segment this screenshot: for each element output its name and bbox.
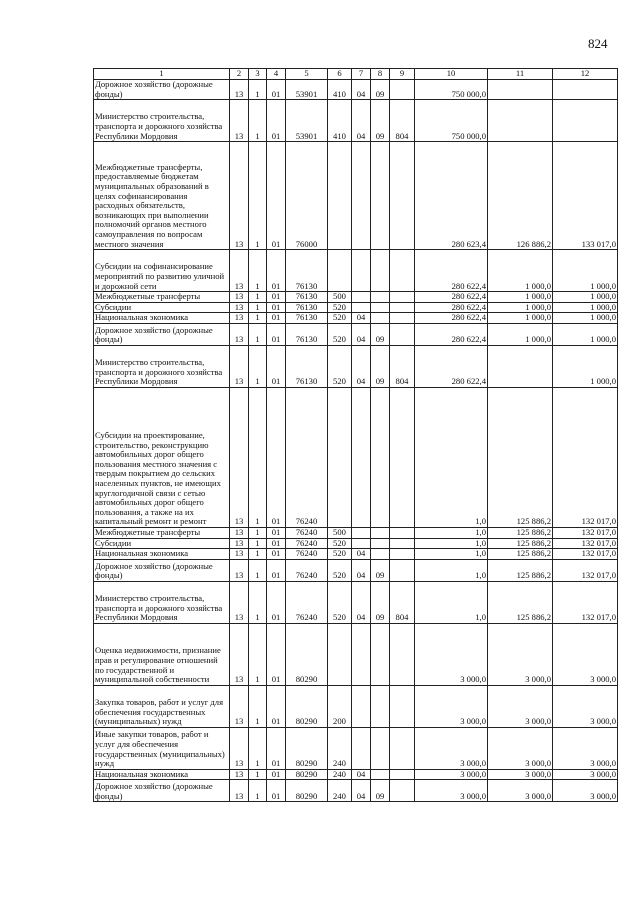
row-name-cell: Субсидии [94, 302, 230, 313]
row-name-cell: Министерство строительства, транспорта и дорожного хозяйства Республики Мордовия [94, 345, 230, 387]
col-2-cell: 13 [230, 250, 249, 292]
col-2-cell: 13 [230, 387, 249, 527]
table-row [94, 685, 618, 727]
table-row [94, 250, 618, 292]
col-6-cell: 520 [328, 302, 352, 313]
col-2-cell: 13 [230, 549, 249, 560]
col-8-cell: 09 [371, 581, 390, 623]
col-4-cell: 01 [267, 581, 286, 623]
col-6-cell: 240 [328, 727, 352, 769]
col-4-cell: 01 [267, 727, 286, 769]
col-2-cell: 13 [230, 538, 249, 549]
col-5-cell: 80290 [286, 780, 328, 802]
col-11-cell: 1 000,0 [488, 250, 553, 292]
col-9-cell [390, 538, 415, 549]
col-2-cell: 13 [230, 100, 249, 142]
col-12-cell: 3 000,0 [553, 685, 618, 727]
col-12-cell [553, 100, 618, 142]
col-10-cell: 3 000,0 [415, 780, 488, 802]
col-12-cell: 1 000,0 [553, 345, 618, 387]
row-name-cell: Субсидии [94, 538, 230, 549]
col-7-cell [352, 302, 371, 313]
col-8-cell: 09 [371, 80, 390, 100]
col-5-cell: 76130 [286, 313, 328, 324]
col-11-cell: 125 886,2 [488, 538, 553, 549]
column-header: 10 [415, 69, 488, 80]
col-8-cell [371, 769, 390, 780]
col-11-cell: 3 000,0 [488, 780, 553, 802]
table-row [94, 527, 618, 538]
col-4-cell: 01 [267, 527, 286, 538]
col-9-cell [390, 685, 415, 727]
col-11-cell: 125 886,2 [488, 549, 553, 560]
col-7-cell: 04 [352, 323, 371, 345]
col-6-cell [328, 142, 352, 250]
col-11-cell: 3 000,0 [488, 685, 553, 727]
col-4-cell: 01 [267, 685, 286, 727]
col-5-cell: 76130 [286, 250, 328, 292]
col-9-cell: 804 [390, 581, 415, 623]
col-7-cell [352, 250, 371, 292]
col-11-cell: 125 886,2 [488, 581, 553, 623]
col-11-cell: 1 000,0 [488, 323, 553, 345]
col-5-cell: 80290 [286, 769, 328, 780]
col-5-cell: 80290 [286, 685, 328, 727]
col-2-cell: 13 [230, 780, 249, 802]
col-11-cell: 125 886,2 [488, 559, 553, 581]
col-2-cell: 13 [230, 581, 249, 623]
col-5-cell: 76130 [286, 323, 328, 345]
col-11-cell: 3 000,0 [488, 769, 553, 780]
col-5-cell: 76240 [286, 527, 328, 538]
col-7-cell [352, 685, 371, 727]
row-name-cell: Закупка товаров, работ и услуг для обеспечения государственных (муниципальных) нужд [94, 685, 230, 727]
table-row [94, 313, 618, 324]
table-row [94, 292, 618, 303]
table-header-row [94, 69, 618, 80]
col-12-cell: 1 000,0 [553, 302, 618, 313]
col-5-cell: 76240 [286, 538, 328, 549]
col-8-cell [371, 527, 390, 538]
col-9-cell [390, 292, 415, 303]
col-4-cell: 01 [267, 559, 286, 581]
col-2-cell: 13 [230, 559, 249, 581]
col-5-cell: 80290 [286, 623, 328, 685]
col-12-cell: 132 017,0 [553, 559, 618, 581]
col-4-cell: 01 [267, 387, 286, 527]
col-12-cell: 1 000,0 [553, 292, 618, 303]
col-8-cell [371, 727, 390, 769]
col-8-cell: 09 [371, 100, 390, 142]
column-header: 12 [553, 69, 618, 80]
col-4-cell: 01 [267, 769, 286, 780]
col-3-cell: 1 [249, 559, 267, 581]
col-7-cell: 04 [352, 313, 371, 324]
col-7-cell [352, 727, 371, 769]
col-12-cell: 3 000,0 [553, 727, 618, 769]
col-11-cell [488, 80, 553, 100]
col-2-cell: 13 [230, 80, 249, 100]
col-6-cell: 520 [328, 549, 352, 560]
col-12-cell: 132 017,0 [553, 387, 618, 527]
col-9-cell [390, 549, 415, 560]
col-7-cell: 04 [352, 80, 371, 100]
col-9-cell [390, 559, 415, 581]
col-5-cell: 80290 [286, 727, 328, 769]
col-10-cell: 280 622,4 [415, 250, 488, 292]
col-7-cell: 04 [352, 559, 371, 581]
col-2-cell: 13 [230, 345, 249, 387]
col-6-cell: 240 [328, 780, 352, 802]
table-row [94, 345, 618, 387]
col-2-cell: 13 [230, 727, 249, 769]
table-row [94, 769, 618, 780]
column-header: 1 [94, 69, 230, 80]
row-name-cell: Национальная экономика [94, 313, 230, 324]
col-6-cell: 410 [328, 100, 352, 142]
col-12-cell: 132 017,0 [553, 538, 618, 549]
col-10-cell: 1,0 [415, 581, 488, 623]
col-6-cell [328, 387, 352, 527]
row-name-cell: Национальная экономика [94, 769, 230, 780]
col-3-cell: 1 [249, 727, 267, 769]
col-9-cell [390, 302, 415, 313]
col-11-cell [488, 100, 553, 142]
column-header: 3 [249, 69, 267, 80]
col-6-cell: 520 [328, 313, 352, 324]
col-4-cell: 01 [267, 345, 286, 387]
col-6-cell [328, 250, 352, 292]
col-12-cell: 132 017,0 [553, 581, 618, 623]
table-row [94, 780, 618, 802]
column-header: 9 [390, 69, 415, 80]
col-5-cell: 76240 [286, 549, 328, 560]
col-9-cell [390, 250, 415, 292]
col-8-cell [371, 387, 390, 527]
col-5-cell: 76240 [286, 387, 328, 527]
col-9-cell: 804 [390, 100, 415, 142]
col-11-cell: 125 886,2 [488, 387, 553, 527]
table-row [94, 142, 618, 250]
col-3-cell: 1 [249, 345, 267, 387]
budget-table [93, 68, 618, 802]
col-9-cell: 804 [390, 345, 415, 387]
row-name-cell: Министерство строительства, транспорта и дорожного хозяйства Республики Мордовия [94, 100, 230, 142]
row-name-cell: Межбюджетные трансферты [94, 527, 230, 538]
col-5-cell: 76240 [286, 581, 328, 623]
table-row [94, 302, 618, 313]
col-4-cell: 01 [267, 313, 286, 324]
col-3-cell: 1 [249, 769, 267, 780]
col-7-cell: 04 [352, 345, 371, 387]
page-number: 824 [588, 36, 608, 51]
col-3-cell: 1 [249, 538, 267, 549]
col-5-cell: 76130 [286, 302, 328, 313]
col-12-cell: 3 000,0 [553, 769, 618, 780]
col-7-cell: 04 [352, 780, 371, 802]
col-6-cell: 520 [328, 345, 352, 387]
col-4-cell: 01 [267, 323, 286, 345]
col-7-cell: 04 [352, 100, 371, 142]
col-5-cell: 76240 [286, 559, 328, 581]
col-8-cell [371, 302, 390, 313]
table-row [94, 559, 618, 581]
col-12-cell: 1 000,0 [553, 323, 618, 345]
col-10-cell: 1,0 [415, 559, 488, 581]
col-9-cell [390, 323, 415, 345]
col-6-cell: 200 [328, 685, 352, 727]
col-8-cell [371, 685, 390, 727]
col-11-cell: 1 000,0 [488, 292, 553, 303]
col-2-cell: 13 [230, 292, 249, 303]
col-7-cell [352, 538, 371, 549]
col-3-cell: 1 [249, 313, 267, 324]
col-4-cell: 01 [267, 250, 286, 292]
table-row [94, 549, 618, 560]
col-2-cell: 13 [230, 769, 249, 780]
col-10-cell: 280 622,4 [415, 313, 488, 324]
col-3-cell: 1 [249, 780, 267, 802]
table-row [94, 727, 618, 769]
col-4-cell: 01 [267, 549, 286, 560]
col-4-cell: 01 [267, 780, 286, 802]
col-6-cell: 520 [328, 581, 352, 623]
col-9-cell [390, 142, 415, 250]
col-9-cell [390, 780, 415, 802]
col-12-cell: 1 000,0 [553, 313, 618, 324]
col-8-cell [371, 623, 390, 685]
col-6-cell: 520 [328, 323, 352, 345]
col-10-cell: 280 622,4 [415, 323, 488, 345]
col-3-cell: 1 [249, 292, 267, 303]
column-header: 7 [352, 69, 371, 80]
col-11-cell: 1 000,0 [488, 313, 553, 324]
column-header: 4 [267, 69, 286, 80]
row-name-cell: Иные закупки товаров, работ и услуг для обеспечения государственных (муниципальных) нужд [94, 727, 230, 769]
col-10-cell: 3 000,0 [415, 769, 488, 780]
col-5-cell: 53901 [286, 100, 328, 142]
col-9-cell [390, 769, 415, 780]
col-4-cell: 01 [267, 142, 286, 250]
col-4-cell: 01 [267, 100, 286, 142]
col-2-cell: 13 [230, 302, 249, 313]
column-header: 2 [230, 69, 249, 80]
col-9-cell [390, 387, 415, 527]
col-7-cell [352, 387, 371, 527]
col-4-cell: 01 [267, 80, 286, 100]
col-3-cell: 1 [249, 527, 267, 538]
col-8-cell [371, 549, 390, 560]
col-6-cell: 410 [328, 80, 352, 100]
col-10-cell: 280 622,4 [415, 302, 488, 313]
col-8-cell [371, 538, 390, 549]
col-7-cell: 04 [352, 581, 371, 623]
row-name-cell: Дорожное хозяйство (дорожные фонды) [94, 559, 230, 581]
col-10-cell: 750 000,0 [415, 80, 488, 100]
table-row [94, 623, 618, 685]
row-name-cell: Межбюджетные трансферты, предоставляемые бюджетам муниципальных образований в целях софинансирования расходных обязательств, возникающих при выполнении полномочий органов местного самоуправления по вопросам местного значения [94, 142, 230, 250]
col-4-cell: 01 [267, 623, 286, 685]
col-3-cell: 1 [249, 685, 267, 727]
table-row [94, 80, 618, 100]
col-8-cell: 09 [371, 345, 390, 387]
row-name-cell: Межбюджетные трансферты [94, 292, 230, 303]
row-name-cell: Национальная экономика [94, 549, 230, 560]
col-8-cell: 09 [371, 780, 390, 802]
col-8-cell: 09 [371, 559, 390, 581]
col-7-cell [352, 623, 371, 685]
col-6-cell: 240 [328, 769, 352, 780]
col-2-cell: 13 [230, 527, 249, 538]
col-6-cell [328, 623, 352, 685]
col-12-cell [553, 80, 618, 100]
col-5-cell: 76130 [286, 292, 328, 303]
col-9-cell [390, 80, 415, 100]
col-12-cell: 3 000,0 [553, 623, 618, 685]
col-2-cell: 13 [230, 685, 249, 727]
col-8-cell: 09 [371, 323, 390, 345]
table-row [94, 100, 618, 142]
col-6-cell: 520 [328, 538, 352, 549]
col-3-cell: 1 [249, 302, 267, 313]
col-4-cell: 01 [267, 538, 286, 549]
col-10-cell: 1,0 [415, 387, 488, 527]
col-10-cell: 1,0 [415, 538, 488, 549]
col-7-cell [352, 142, 371, 250]
col-7-cell: 04 [352, 769, 371, 780]
table-row [94, 538, 618, 549]
col-8-cell [371, 142, 390, 250]
col-11-cell [488, 345, 553, 387]
col-12-cell: 133 017,0 [553, 142, 618, 250]
col-12-cell: 132 017,0 [553, 527, 618, 538]
table-row [94, 581, 618, 623]
col-10-cell: 1,0 [415, 549, 488, 560]
row-name-cell: Дорожное хозяйство (дорожные фонды) [94, 780, 230, 802]
col-10-cell: 750 000,0 [415, 100, 488, 142]
col-11-cell: 126 886,2 [488, 142, 553, 250]
col-8-cell [371, 313, 390, 324]
col-6-cell: 500 [328, 527, 352, 538]
row-name-cell: Дорожное хозяйство (дорожные фонды) [94, 323, 230, 345]
col-10-cell: 3 000,0 [415, 727, 488, 769]
col-9-cell [390, 623, 415, 685]
col-3-cell: 1 [249, 623, 267, 685]
col-11-cell: 1 000,0 [488, 302, 553, 313]
row-name-cell: Дорожное хозяйство (дорожные фонды) [94, 80, 230, 100]
col-3-cell: 1 [249, 80, 267, 100]
col-3-cell: 1 [249, 323, 267, 345]
col-7-cell [352, 292, 371, 303]
col-5-cell: 76000 [286, 142, 328, 250]
row-name-cell: Оценка недвижимости, признание прав и регулирование отношений по государственной и муниципальной собственности [94, 623, 230, 685]
col-2-cell: 13 [230, 313, 249, 324]
col-7-cell [352, 527, 371, 538]
col-11-cell: 3 000,0 [488, 623, 553, 685]
row-name-cell: Министерство строительства, транспорта и дорожного хозяйства Республики Мордовия [94, 581, 230, 623]
col-10-cell: 280 623,4 [415, 142, 488, 250]
col-11-cell: 125 886,2 [488, 527, 553, 538]
col-10-cell: 280 622,4 [415, 345, 488, 387]
col-8-cell [371, 250, 390, 292]
column-header: 6 [328, 69, 352, 80]
table-row [94, 387, 618, 527]
row-name-cell: Субсидии на проектирование, строительство, реконструкцию автомобильных дорог общего пользования местного значения с твердым покрытием до сельских населенных пунктов, не имеющих круглогодичной связи с сетью автомобильных дорог общего пользования, а также на их капитальный ремонт и ремонт [94, 387, 230, 527]
col-6-cell: 520 [328, 559, 352, 581]
col-2-cell: 13 [230, 323, 249, 345]
col-6-cell: 500 [328, 292, 352, 303]
col-4-cell: 01 [267, 292, 286, 303]
row-name-cell: Субсидии на софинансирование мероприятий по развитию уличной и дорожной сети [94, 250, 230, 292]
col-2-cell: 13 [230, 623, 249, 685]
col-5-cell: 53901 [286, 80, 328, 100]
col-3-cell: 1 [249, 100, 267, 142]
table-row [94, 323, 618, 345]
col-3-cell: 1 [249, 250, 267, 292]
col-9-cell [390, 727, 415, 769]
col-3-cell: 1 [249, 387, 267, 527]
col-10-cell: 3 000,0 [415, 623, 488, 685]
col-4-cell: 01 [267, 302, 286, 313]
col-10-cell: 3 000,0 [415, 685, 488, 727]
col-12-cell: 1 000,0 [553, 250, 618, 292]
column-header: 11 [488, 69, 553, 80]
col-3-cell: 1 [249, 581, 267, 623]
col-8-cell [371, 292, 390, 303]
col-3-cell: 1 [249, 142, 267, 250]
col-11-cell: 3 000,0 [488, 727, 553, 769]
col-9-cell [390, 313, 415, 324]
col-3-cell: 1 [249, 549, 267, 560]
col-9-cell [390, 527, 415, 538]
col-12-cell: 132 017,0 [553, 549, 618, 560]
col-5-cell: 76130 [286, 345, 328, 387]
col-10-cell: 1,0 [415, 527, 488, 538]
column-header: 5 [286, 69, 328, 80]
col-7-cell: 04 [352, 549, 371, 560]
col-10-cell: 280 622,4 [415, 292, 488, 303]
col-2-cell: 13 [230, 142, 249, 250]
column-header: 8 [371, 69, 390, 80]
col-12-cell: 3 000,0 [553, 780, 618, 802]
